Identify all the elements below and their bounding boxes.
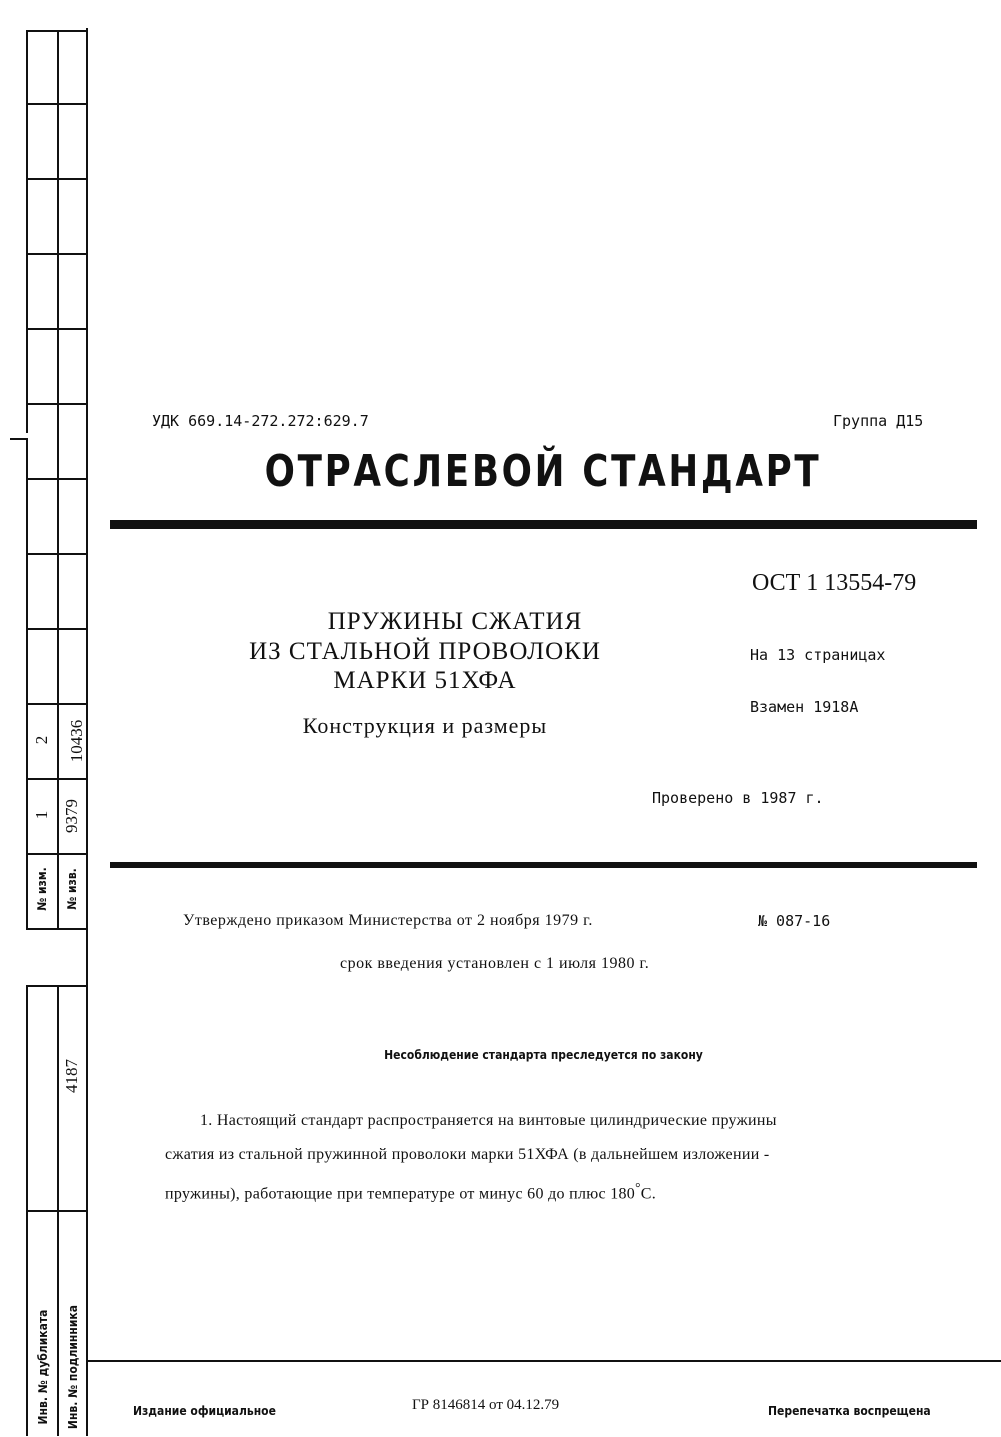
revision-1: 1 [32, 810, 51, 820]
standard-name-line2: ИЗ СТАЛЬНОЙ ПРОВОЛОКИ [249, 638, 601, 665]
udk-code: УДК 669.14-272.272:629.7 [152, 412, 369, 430]
effective-date: срок введения установлен с 1 июля 1980 г. [340, 955, 650, 972]
footer-rule [86, 1360, 1001, 1362]
paragraph-1-line2: сжатия из стальной пружинной проволоки марки 51ХФА (в дальнейшем изложении - [165, 1146, 770, 1163]
paragraph-1-line3 [165, 1180, 656, 1203]
standard-name-line1: ПРУЖИНЫ СЖАТИЯ [327, 608, 583, 635]
page-title: ОТРАСЛЕВОЙ СТАНДАРТ [264, 446, 822, 497]
degree-sign: ° [635, 1180, 641, 1195]
standard-name-line3: МАРКИ 51ХФА [333, 667, 517, 694]
approval-number: № 087-16 [758, 912, 831, 930]
registration-number: ГР 8146814 от 04.12.79 [412, 1397, 560, 1413]
checked-year: Проверено в 1987 г. [652, 789, 824, 807]
approval-text: Утверждено приказом Министерства от 2 ноября 1979 г. [183, 912, 593, 929]
duplicate-label: Инв. № дубликата [36, 1309, 50, 1425]
group-code: Группа Д15 [833, 412, 924, 430]
inventory-number: 4187 [62, 1059, 81, 1093]
revision-label: № изм. [35, 867, 49, 911]
page-count: На 13 страницах [750, 646, 886, 664]
revision-2: 2 [32, 735, 51, 745]
title-rule [110, 520, 977, 529]
section-rule [110, 862, 977, 868]
notice-number-2: 10436 [67, 719, 86, 763]
replaces: Взамен 1918А [750, 698, 859, 716]
temperature-unit: С. [640, 1185, 657, 1203]
edition-label: Издание официальное [133, 1404, 276, 1418]
standard-designation: ОСТ 1 13554-79 [752, 570, 917, 596]
original-label: Инв. № подлинника [66, 1304, 80, 1430]
paragraph-1-line3-text: пружины), работающие при температуре от минус 60 до плюс 180 [165, 1185, 636, 1203]
reprint-notice: Перепечатка воспрещена [768, 1404, 931, 1418]
notice-number-1: 9379 [62, 799, 81, 833]
standard-subtitle: Конструкция и размеры [302, 713, 548, 738]
notice-label: № изв. [65, 868, 79, 910]
legal-notice: Несоблюдение стандарта преследуется по закону [384, 1048, 703, 1062]
paragraph-1-line1: 1. Настоящий стандарт распространяется на винтовые цилиндрические пружины [200, 1112, 777, 1129]
